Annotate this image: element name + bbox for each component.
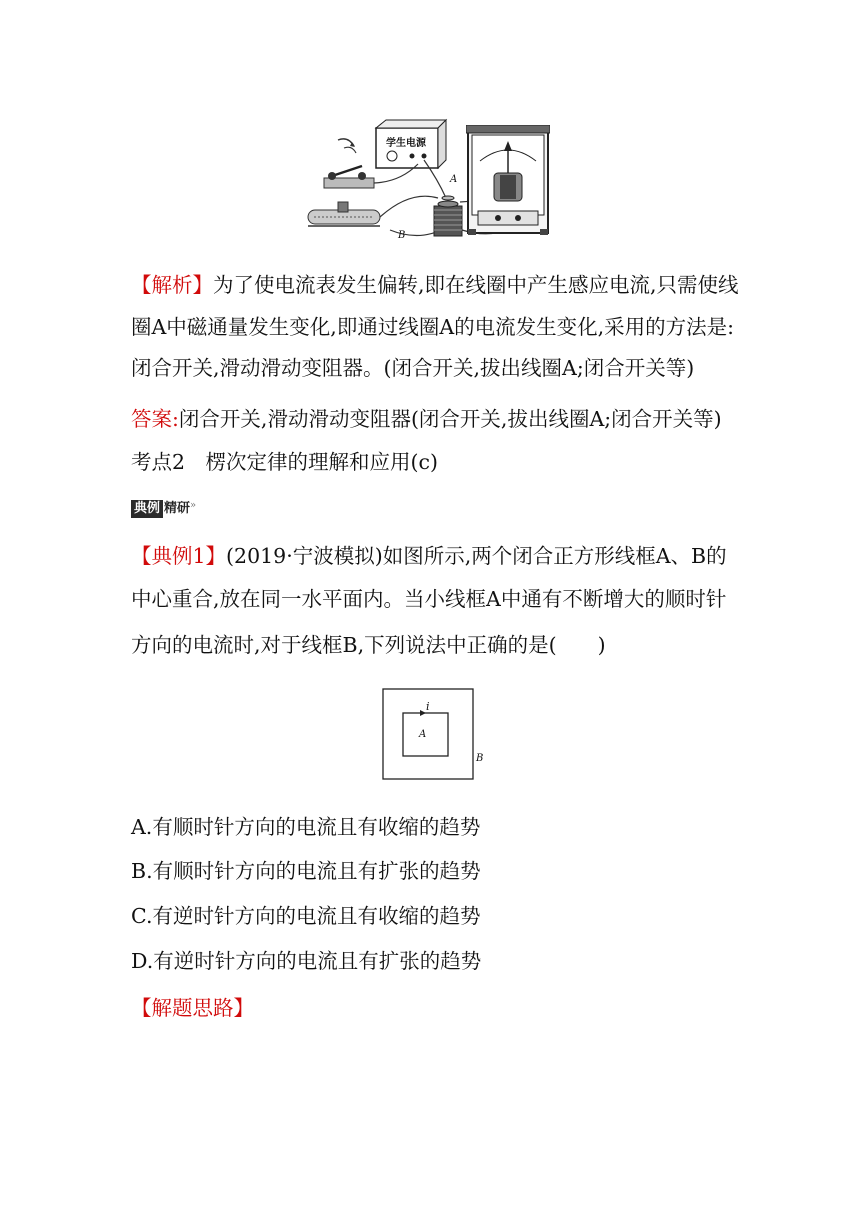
rheostat-icon <box>308 202 380 226</box>
coil-icon <box>434 196 462 236</box>
option-b: B.有顺时针方向的电流且有扩张的趋势 <box>131 859 481 883</box>
example-line-3: 方向的电流时,对于线框B,下列说法中正确的是( ) <box>131 633 606 657</box>
analysis-line-2: 圈A中磁通量发生变化,即通过线圈A的电流发生变化,采用的方法是: <box>131 315 735 339</box>
label-current-i: i <box>426 700 430 713</box>
galvanometer-icon <box>466 125 550 237</box>
analysis-line-1: 【解析】为了使电流表发生偏转,即在线圈中产生感应电流,只需使线 <box>131 273 739 297</box>
analysis-line-3: 闭合开关,滑动滑动变阻器。(闭合开关,拔出线圈A;闭合开关等) <box>131 356 695 380</box>
chevron-right-icon: » <box>190 500 197 511</box>
label-coil-b: B <box>398 230 406 241</box>
example-tag: 【典例1】 <box>131 544 227 568</box>
square-frames-figure <box>380 686 490 784</box>
answer-line: 答案:闭合开关,滑动滑动变阻器(闭合开关,拔出线圈A;闭合开关等) <box>131 407 722 431</box>
switch-icon <box>324 166 374 188</box>
badge-part-1: 典例 <box>131 500 163 518</box>
label-frame-b: B <box>476 753 484 764</box>
example-line-1: 【典例1】(2019·宁波模拟)如图所示,两个闭合正方形线框A、B的 <box>131 544 727 568</box>
example-line-2: 中心重合,放在同一水平面内。当小线框A中通有不断增大的顺时针 <box>131 587 727 611</box>
solution-heading: 【解题思路】 <box>131 996 254 1020</box>
answer-tag: 答案: <box>131 407 179 431</box>
option-a: A.有顺时针方向的电流且有收缩的趋势 <box>131 815 481 839</box>
section-heading: 考点2 楞次定律的理解和应用(c) <box>131 450 439 474</box>
analysis-tag: 【解析】 <box>131 273 213 297</box>
badge-part-2: 精研 <box>164 501 191 516</box>
label-coil-a: A <box>450 174 458 185</box>
option-c: C.有逆时针方向的电流且有收缩的趋势 <box>131 904 481 928</box>
label-frame-a: A <box>419 729 427 740</box>
option-d: D.有逆时针方向的电流且有扩张的趋势 <box>131 949 482 973</box>
section-badge <box>131 500 219 520</box>
power-supply-label: 学生电源 <box>386 138 426 149</box>
